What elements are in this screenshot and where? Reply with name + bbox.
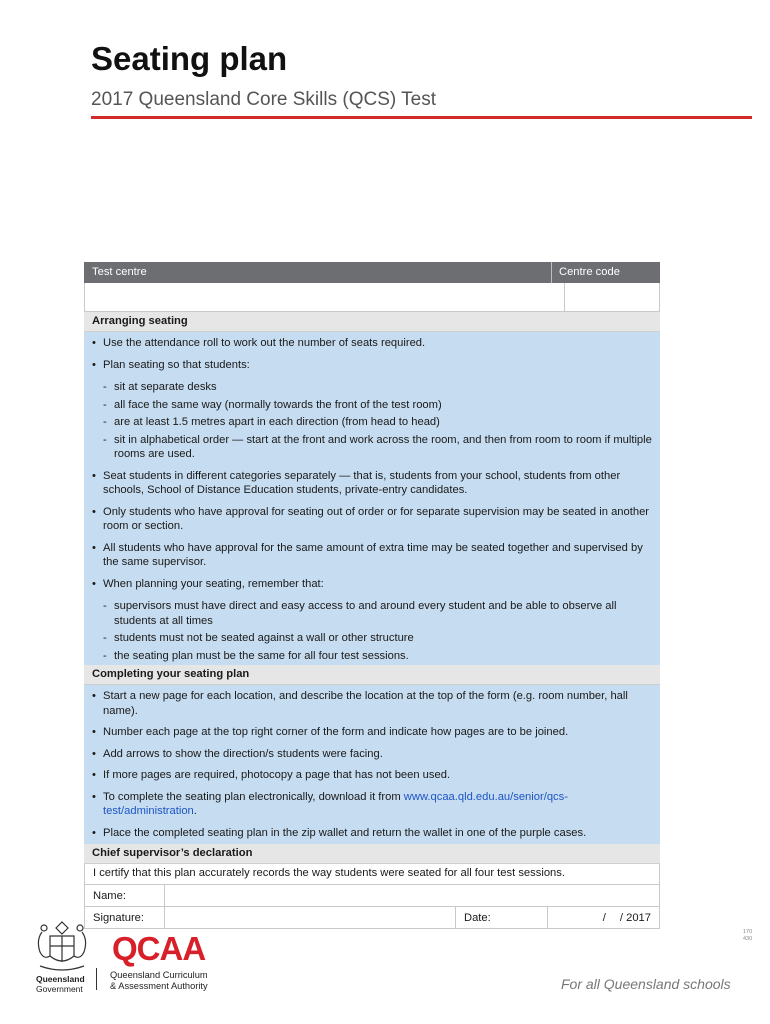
test-centre-label: Test centre <box>92 266 147 278</box>
name-label: Name: <box>93 890 126 902</box>
date-field[interactable]: / / 2017 <box>547 907 659 928</box>
list-item: • If more pages are required, photocopy a page that has not been used. <box>92 769 451 781</box>
logo-divider <box>96 968 97 990</box>
list-item: • Seat students in different categories separately — that is, students from your school, students from other schools, School of Distance Education students, private-entry candidates. <box>92 469 621 496</box>
document-reference: 170 430 <box>743 929 753 942</box>
seating-plan-form <box>84 262 660 929</box>
arranging-seating-section <box>84 332 660 665</box>
list-item: • Plan seating so that students: <box>92 358 250 371</box>
date-label: Date: <box>455 907 547 928</box>
list-item: • Add arrows to show the direction/s students were facing. <box>92 747 383 760</box>
completing-seating-plan-heading: Completing your seating plan <box>84 665 660 685</box>
list-item: • Use the attendance roll to work out the number of seats required. <box>92 337 426 349</box>
list-item: • When planning your seating, remember that: <box>92 577 324 590</box>
queensland-crest-icon <box>30 918 94 974</box>
list-item: • Place the completed seating plan in the zip wallet and return the wallet in one of the purple cases. <box>92 826 587 839</box>
form-header-row <box>84 262 660 283</box>
list-item: • To complete the seating plan electronically, download it from www.qcaa.qld.edu.au/senior/qcs-test/administration. <box>92 790 568 817</box>
sub-list-item: - the seating plan must be the same for all four test sessions. <box>103 649 409 662</box>
sub-list-item: - students must not be seated against a wall or other structure <box>103 632 414 644</box>
centre-code-label: Centre code <box>551 262 660 283</box>
sub-list-item: - all face the same way (normally towards the front of the test room) <box>103 398 442 411</box>
qcaa-logo: QCAA <box>112 930 206 967</box>
test-centre-field[interactable] <box>85 283 564 311</box>
sub-list-item: - sit at separate desks <box>103 381 217 393</box>
centre-code-field[interactable] <box>564 283 659 311</box>
list-item: • Start a new page for each location, and describe the location at the top of the form (e.g. room number, hall name). <box>92 690 628 717</box>
title-divider <box>91 116 752 119</box>
signature-field[interactable] <box>164 907 455 928</box>
queensland-government-wordmark: Queensland Government <box>36 974 85 994</box>
list-item: • Only students who have approval for seating out of order or for separate supervision may be seated in another room or section. <box>92 505 650 532</box>
sub-list-item: - sit in alphabetical order — start at the front and work across the room, and then from room to room if multiple rooms are used. <box>103 433 652 460</box>
completing-seating-plan-section <box>84 685 660 844</box>
sub-list-item: - are at least 1.5 metres apart in each direction (from head to head) <box>103 416 440 428</box>
name-row <box>84 885 660 907</box>
sub-list-item: - supervisors must have direct and easy access to and around every student and be able to observe all students at all times <box>103 600 617 627</box>
signature-row <box>84 907 660 929</box>
name-field[interactable] <box>164 885 659 906</box>
qcaa-administration-link[interactable]: www.qcaa.qld.edu.au/senior/qcs-test/administration <box>103 790 568 817</box>
signature-label: Signature: <box>93 912 144 924</box>
qcaa-full-name: Queensland Curriculum & Assessment Authority <box>110 970 208 991</box>
arranging-seating-heading: Arranging seating <box>84 312 660 332</box>
declaration-heading: Chief supervisor’s declaration <box>84 844 660 864</box>
list-item: • All students who have approval for the same amount of extra time may be seated together and supervised by the same supervisor. <box>92 541 643 568</box>
page-title: Seating plan <box>91 40 288 77</box>
page-subtitle: 2017 Queensland Core Skills (QCS) Test <box>91 89 436 110</box>
list-item: • Number each page at the top right corner of the form and indicate how pages are to be joined. <box>92 726 569 738</box>
footer-tagline: For all Queensland schools <box>561 976 731 992</box>
centre-input-row <box>84 283 660 312</box>
declaration-statement: I certify that this plan accurately records the way students were seated for all four test sessions. <box>84 864 660 885</box>
